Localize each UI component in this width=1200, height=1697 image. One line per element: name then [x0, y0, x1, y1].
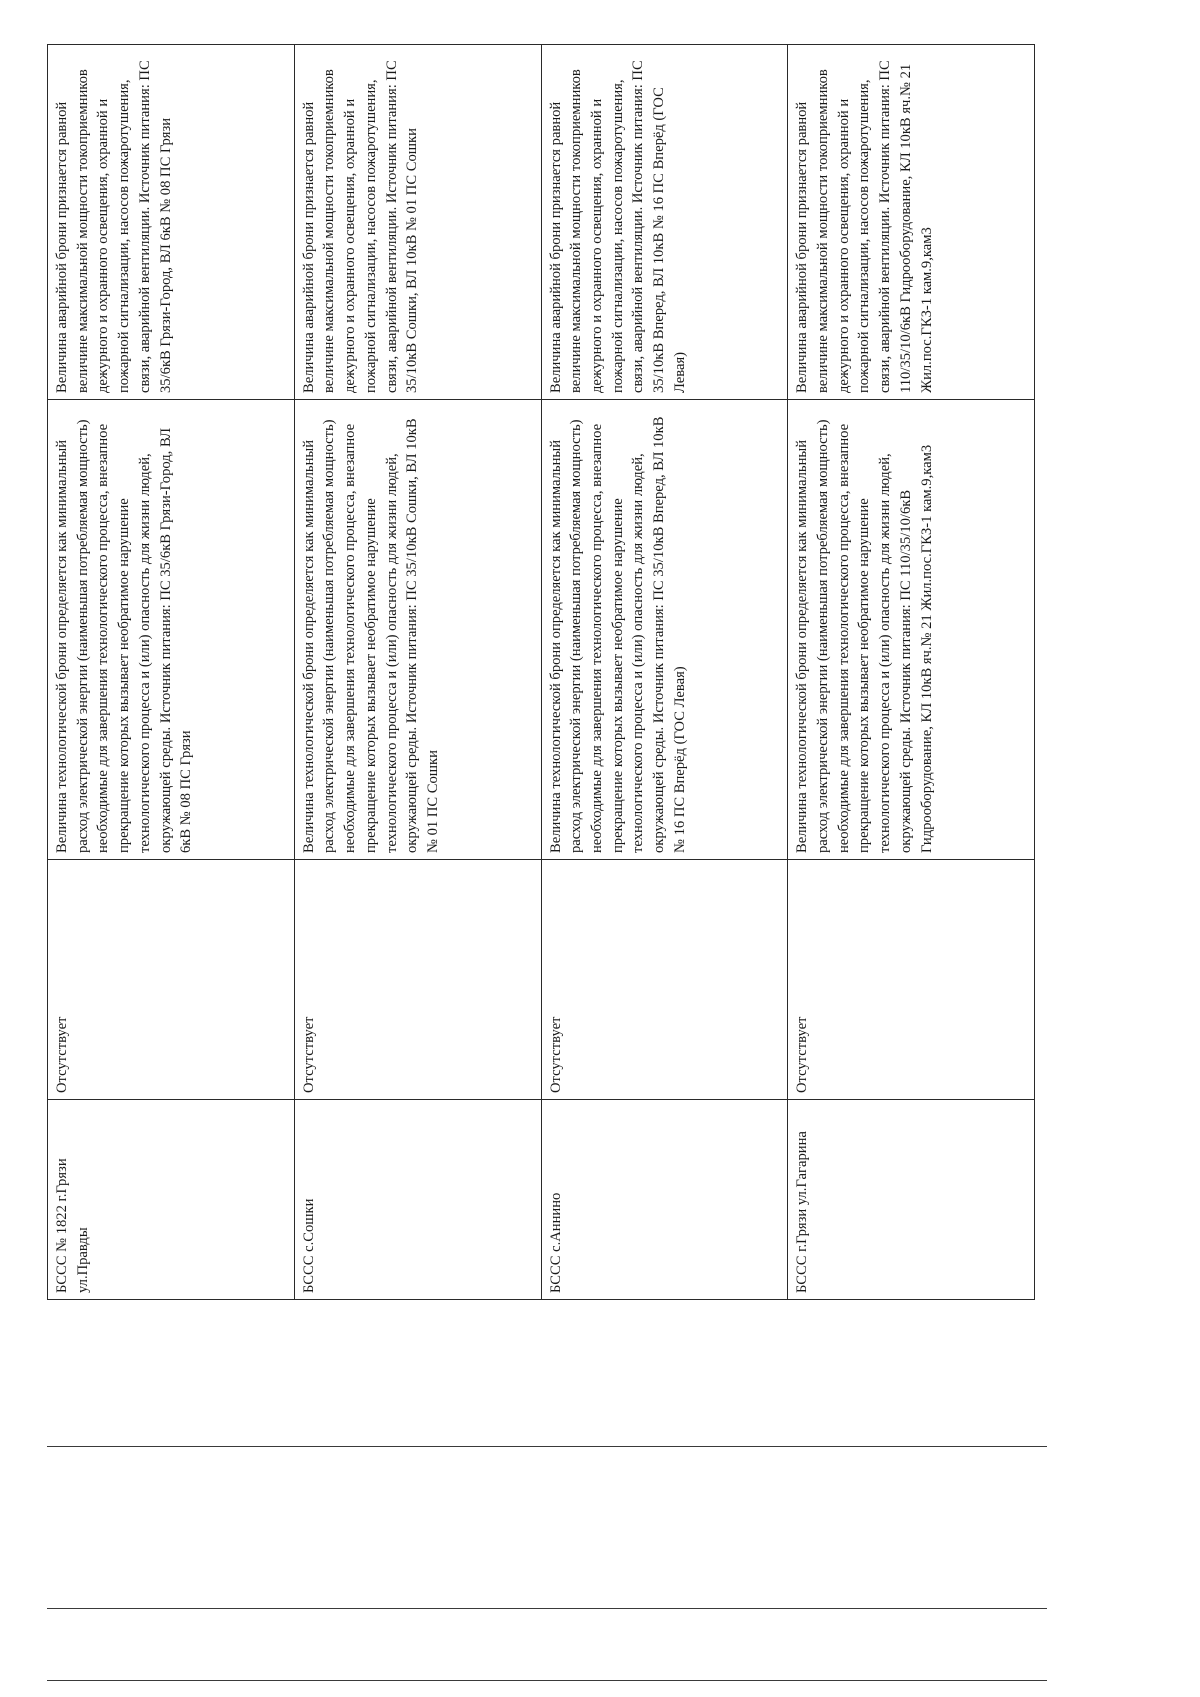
object-name-cell: БССС с.Сошки [294, 1100, 541, 1300]
object-name-cell: БССС г.Грязи ул.Гагарина [788, 1100, 1035, 1300]
tech-reserve-cell: Величина технологической брони определяется как минимальный расход электрической энергии (наименьшая потребляемая мощность) необходимые для завершения технологического процесса, внезапное прекращение которых вызывает необратимое нарушение технологического процесса и (или) опасность для жизни людей, окружающей среды. Источник питания: ПС 35/10кВ Сошки, ВЛ 10кВ № 01 ПС Сошки [294, 400, 541, 860]
status-cell: Отсутствует [294, 860, 541, 1100]
table-row [541, 45, 788, 1300]
horizontal-rule [47, 1446, 1047, 1447]
object-name-cell: БССС № 1822 г.Грязи ул.Правды [48, 1100, 295, 1300]
table-row [294, 45, 541, 1300]
horizontal-rule [47, 1680, 1047, 1681]
status-cell: Отсутствует [48, 860, 295, 1100]
emergency-reserve-cell: Величина аварийной брони признается равной величине максимальной мощности токоприемников дежурного и охранного освещения, охранной и пожарной сигнализации, насосов пожаротушения, связи, аварийной вентиляции. Источник питания: ПС 35/10кВ Вперед, ВЛ 10кВ № 16 ПС Вперёд (ГОС Левая) [541, 45, 788, 400]
tech-reserve-cell: Величина технологической брони определяется как минимальный расход электрической энергии (наименьшая потребляемая мощность) необходимые для завершения технологического процесса, внезапное прекращение которых вызывает необратимое нарушение технологического процесса и (или) опасность для жизни людей, окружающей среды. Источник питания: ПС 110/35/10/6кВ Гидрооборудование, КЛ 10кВ яч.№ 21 Жил.пос.ГКЗ-1 кам.9,кам3 [788, 400, 1035, 860]
status-cell: Отсутствует [788, 860, 1035, 1100]
table-row [48, 45, 295, 1300]
horizontal-rule [47, 1608, 1047, 1609]
tech-reserve-cell: Величина технологической брони определяется как минимальный расход электрической энергии (наименьшая потребляемая мощность) необходимые для завершения технологического процесса, внезапное прекращение которых вызывает необратимое нарушение технологического процесса и (или) опасность для жизни людей, окружающей среды. Источник питания: ПС 35/6кВ Грязи-Город, ВЛ 6кВ № 08 ПС Грязи [48, 400, 295, 860]
emergency-reserve-cell: Величина аварийной брони признается равной величине максимальной мощности токоприемников дежурного и охранного освещения, охранной и пожарной сигнализации, насосов пожаротушения, связи, аварийной вентиляции. Источник питания: ПС 35/10кВ Сошки, ВЛ 10кВ № 01 ПС Сошки [294, 45, 541, 400]
object-name-cell: БССС с.Аннино [541, 1100, 788, 1300]
tech-reserve-cell: Величина технологической брони определяется как минимальный расход электрической энергии (наименьшая потребляемая мощность) необходимые для завершения технологического процесса, внезапное прекращение которых вызывает необратимое нарушение технологического процесса и (или) опасность для жизни людей, окружающей среды. Источник питания: ПС 35/10кВ Вперед, ВЛ 10кВ № 16 ПС Вперёд (ГОС Левая) [541, 400, 788, 860]
rotated-table-container [47, 45, 1035, 1300]
reserve-table [47, 44, 1035, 1300]
emergency-reserve-cell: Величина аварийной брони признается равной величине максимальной мощности токоприемников дежурного и охранного освещения, охранной и пожарной сигнализации, насосов пожаротушения, связи, аварийной вентиляции. Источник питания: ПС 110/35/10/6кВ Гидрооборудование, КЛ 10кВ яч.№ 21 Жил.пос.ГКЗ-1 кам.9,кам3 [788, 45, 1035, 400]
status-cell: Отсутствует [541, 860, 788, 1100]
table-row [788, 45, 1035, 1300]
emergency-reserve-cell: Величина аварийной брони признается равной величине максимальной мощности токоприемников дежурного и охранного освещения, охранной и пожарной сигнализации, насосов пожаротушения, связи, аварийной вентиляции. Источник питания: ПС 35/6кВ Грязи-Город, ВЛ 6кВ № 08 ПС Грязи [48, 45, 295, 400]
